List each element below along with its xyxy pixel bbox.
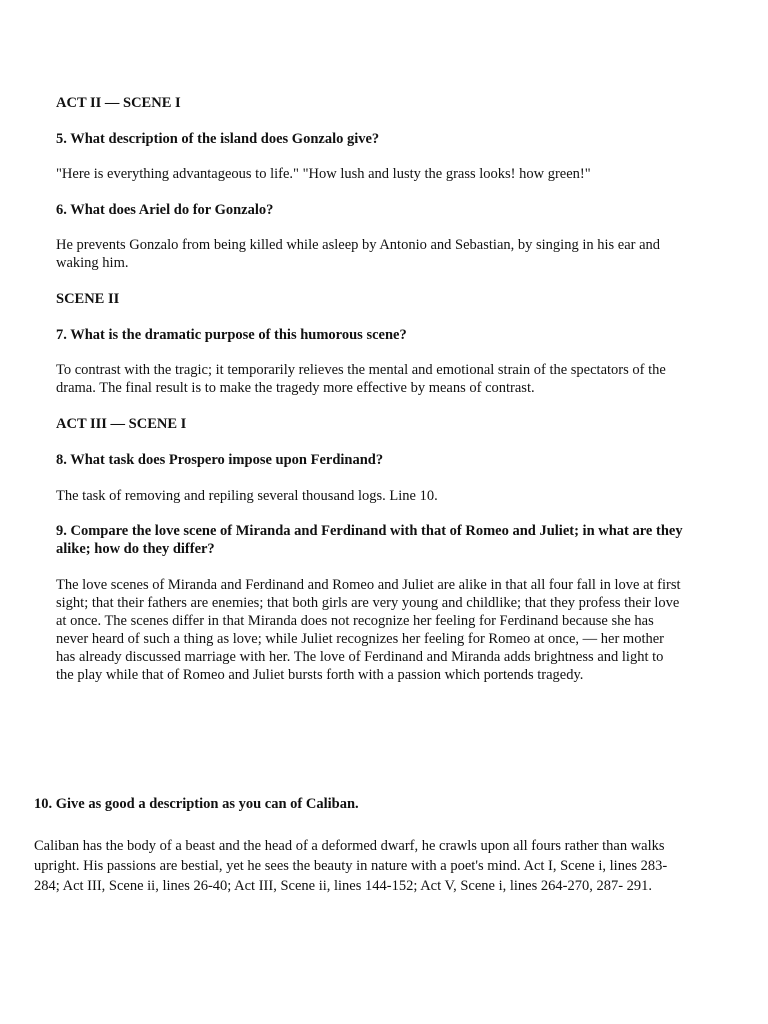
act-ii-scene-i-heading: ACT II — SCENE I [56, 95, 181, 111]
question-5: 5. What description of the island does Gonzalo give? [56, 131, 380, 147]
answer-9: The love scenes of Miranda and Ferdinand and Romeo and Juliet are alike in that all four fall in love at first sight; that their fathers are enemies; that both girls are very young and childlike; that they profess their love at once. The scenes differ in that Miranda does not recognize her feeling for Ferdinand because she has never heard of such a thing as love; while Juliet recognizes her feeling for Romeo at once, — her mother has already discussed marriage with her. The love of Ferdinand and Miranda adds brightness and light to the play while that of Romeo and Juliet bursts forth with a passion which portends tragedy. [56, 577, 681, 683]
scene-ii-heading: SCENE II [56, 291, 120, 307]
answer-8: The task of removing and repiling several thousand logs. Line 10. [56, 488, 438, 504]
question-7: 7. What is the dramatic purpose of this humorous scene? [56, 327, 407, 343]
question-8: 8. What task does Prospero impose upon Ferdinand? [56, 452, 384, 468]
answer-6: He prevents Gonzalo from being killed while asleep by Antonio and Sebastian, by singing in his ear and waking him. [56, 237, 661, 271]
question-10: 10. Give as good a description as you can of Caliban. [34, 796, 359, 812]
question-9: 9. Compare the love scene of Miranda and Ferdinand with that of Romeo and Juliet; in what are they alike; how do they differ? [56, 523, 683, 557]
act-iii-scene-i-heading: ACT III — SCENE I [56, 416, 187, 432]
answer-7: To contrast with the tragic; it temporarily relieves the mental and emotional strain of the spectators of the drama. The final result is to make the tragedy more effective by means of contrast. [56, 362, 666, 396]
answer-10: Caliban has the body of a beast and the head of a deformed dwarf, he crawls upon all fours rather than walks upright. His passions are bestial, yet he sees the beauty in nature with a poet's mind. Act I, Scene i, lines 283-284; Act III, Scene ii, lines 26-40; Act III, Scene ii, lines 144-152; Act V, Scene i, lines 264-270, 287- 291. [34, 838, 668, 894]
question-6: 6. What does Ariel do for Gonzalo? [56, 202, 274, 218]
answer-5: "Here is everything advantageous to life." "How lush and lusty the grass looks! how green!" [56, 166, 591, 182]
